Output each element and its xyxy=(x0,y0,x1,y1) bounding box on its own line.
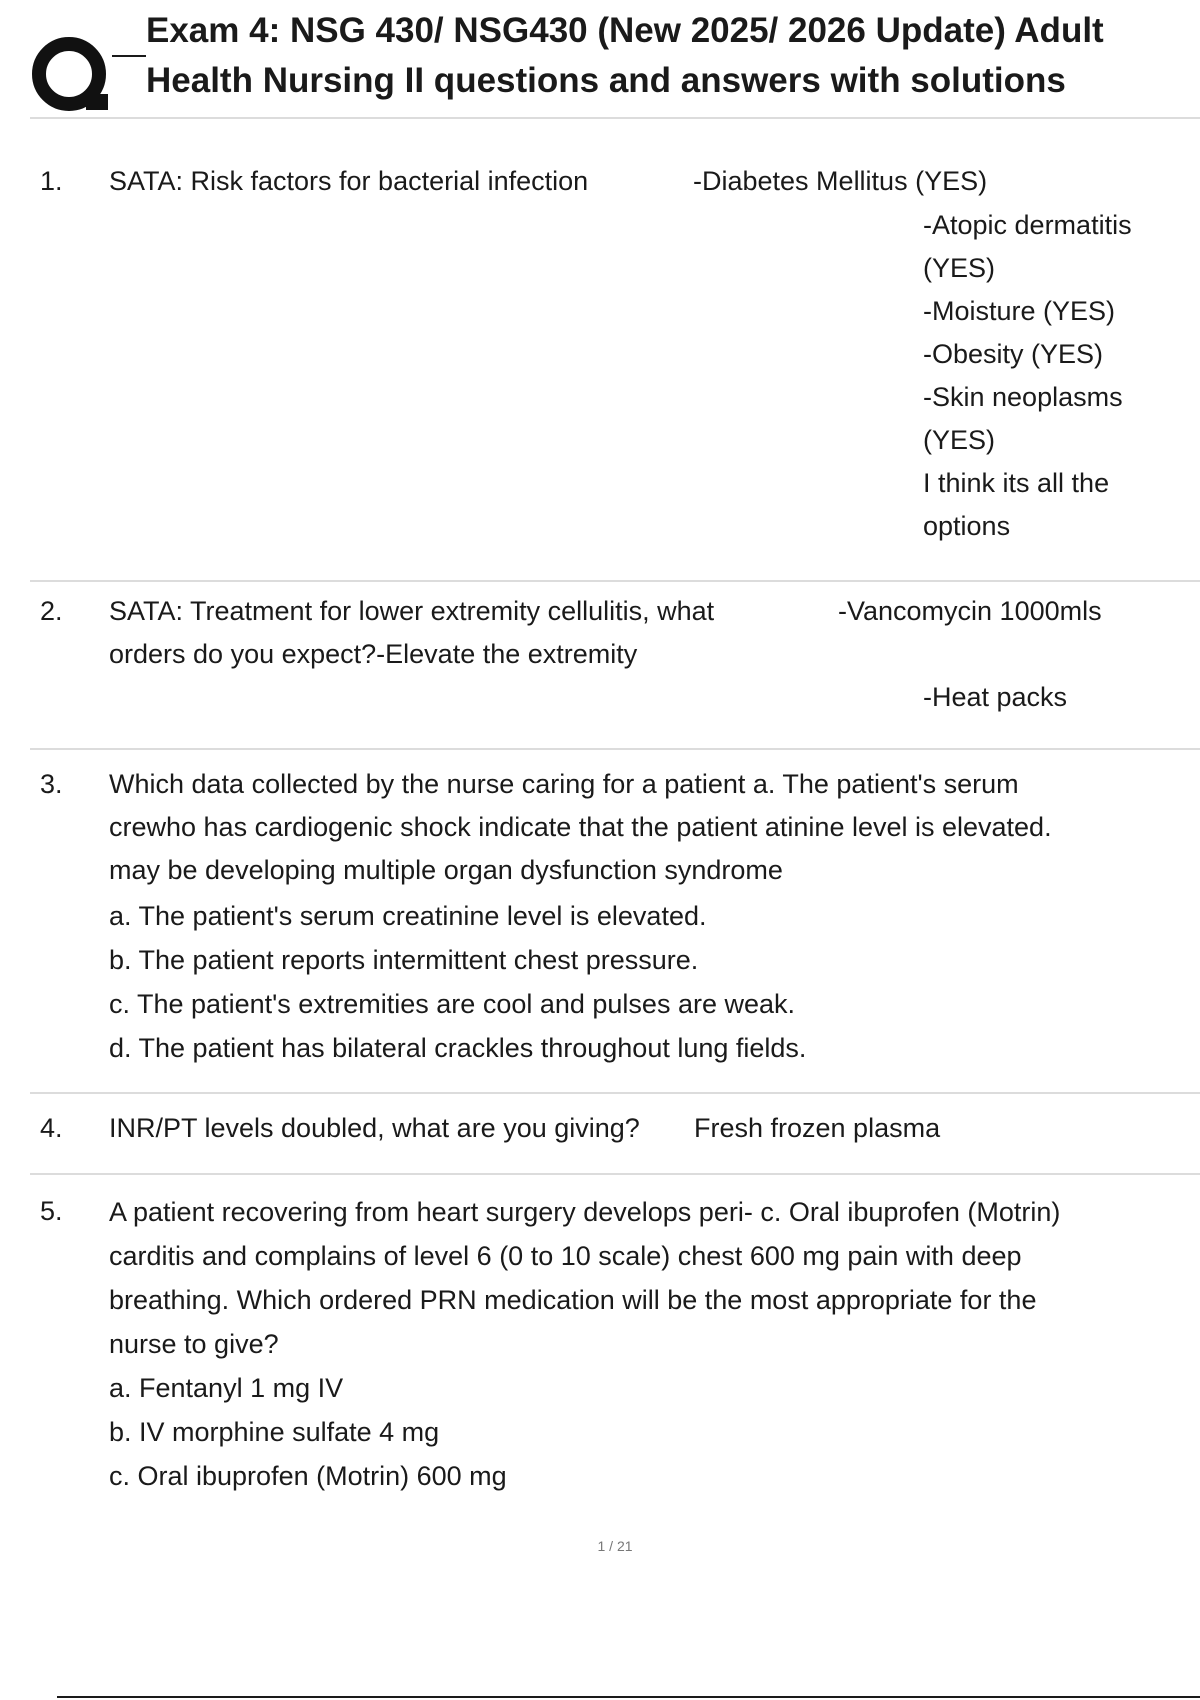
answer-line: -Obesity (YES) xyxy=(923,339,1104,369)
answer-line: (YES) xyxy=(923,253,996,283)
option-item: b. The patient reports intermittent chest pressure. xyxy=(109,945,699,975)
question-number: 1. xyxy=(40,166,63,196)
header-divider xyxy=(30,117,1200,119)
question-prompt-line: orders do you expect?-Elevate the extremity xyxy=(109,639,638,669)
question-number: 3. xyxy=(40,769,63,799)
footer-divider xyxy=(57,1696,1200,1698)
question-divider xyxy=(30,1092,1200,1094)
question-prompt: SATA: Risk factors for bacterial infection xyxy=(109,166,589,196)
question-prompt-line: carditis and complains of level 6 (0 to 10 scale) chest 600 mg pain with deep xyxy=(109,1241,1022,1271)
question-prompt-line: may be developing multiple organ dysfunction syndrome xyxy=(109,855,783,885)
answer-line: options xyxy=(923,511,1011,541)
option-item: a. The patient's serum creatinine level is elevated. xyxy=(109,901,707,931)
question-prompt: INR/PT levels doubled, what are you giving? xyxy=(109,1113,640,1143)
option-item: c. The patient's extremities are cool and pulses are weak. xyxy=(109,989,796,1019)
option-item: a. Fentanyl 1 mg IV xyxy=(109,1373,344,1403)
answer-options xyxy=(109,894,806,1070)
question-prompt xyxy=(109,1190,1060,1366)
question-prompt-line: nurse to give? xyxy=(109,1329,279,1359)
answer-line: -Skin neoplasms xyxy=(923,382,1123,412)
answer-options xyxy=(109,1366,507,1498)
question-prompt-line: SATA: Treatment for lower extremity cellulitis, what xyxy=(109,596,715,626)
answer-line: I think its all the xyxy=(923,468,1110,498)
question-prompt-line: crewho has cardiogenic shock indicate that the patient atinine level is elevated. xyxy=(109,812,1052,842)
answer-text: -Diabetes Mellitus (YES) xyxy=(693,166,988,196)
question-prompt-line: Which data collected by the nurse caring for a patient a. The patient's serum xyxy=(109,769,1019,799)
page-indicator: 1 / 21 xyxy=(597,1538,633,1554)
question-number: 4. xyxy=(40,1113,63,1143)
answer-text: -Vancomycin 1000mls xyxy=(838,596,1102,626)
question-divider xyxy=(30,580,1200,582)
option-item: c. Oral ibuprofen (Motrin) 600 mg xyxy=(109,1461,507,1491)
question-number: 2. xyxy=(40,596,63,626)
option-item: d. The patient has bilateral crackles throughout lung fields. xyxy=(109,1033,807,1063)
question-divider xyxy=(30,748,1200,750)
answer-text: -Heat packs xyxy=(923,682,1068,712)
answer-line: -Atopic dermatitis xyxy=(923,210,1132,240)
option-item: b. IV morphine sulfate 4 mg xyxy=(109,1417,440,1447)
answer-line: -Moisture (YES) xyxy=(923,296,1116,326)
question-prompt-line: A patient recovering from heart surgery develops peri- c. Oral ibuprofen (Motrin) xyxy=(109,1197,1061,1227)
answer-line: (YES) xyxy=(923,425,996,455)
answer-continuation xyxy=(923,204,1132,548)
document-title: Exam 4: NSG 430/ NSG430 (New 2025/ 2026 Update) Adult Health Nursing II questions and answers with solutions xyxy=(146,11,1104,100)
question-prompt-line: breathing. Which ordered PRN medication will be the most appropriate for the xyxy=(109,1285,1037,1315)
question-prompt xyxy=(109,763,1052,892)
logo-divider xyxy=(112,55,146,57)
question-divider xyxy=(30,1173,1200,1175)
question-number: 5. xyxy=(40,1196,63,1226)
answer-text: Fresh frozen plasma xyxy=(694,1113,941,1143)
q-logo-icon xyxy=(30,34,112,116)
